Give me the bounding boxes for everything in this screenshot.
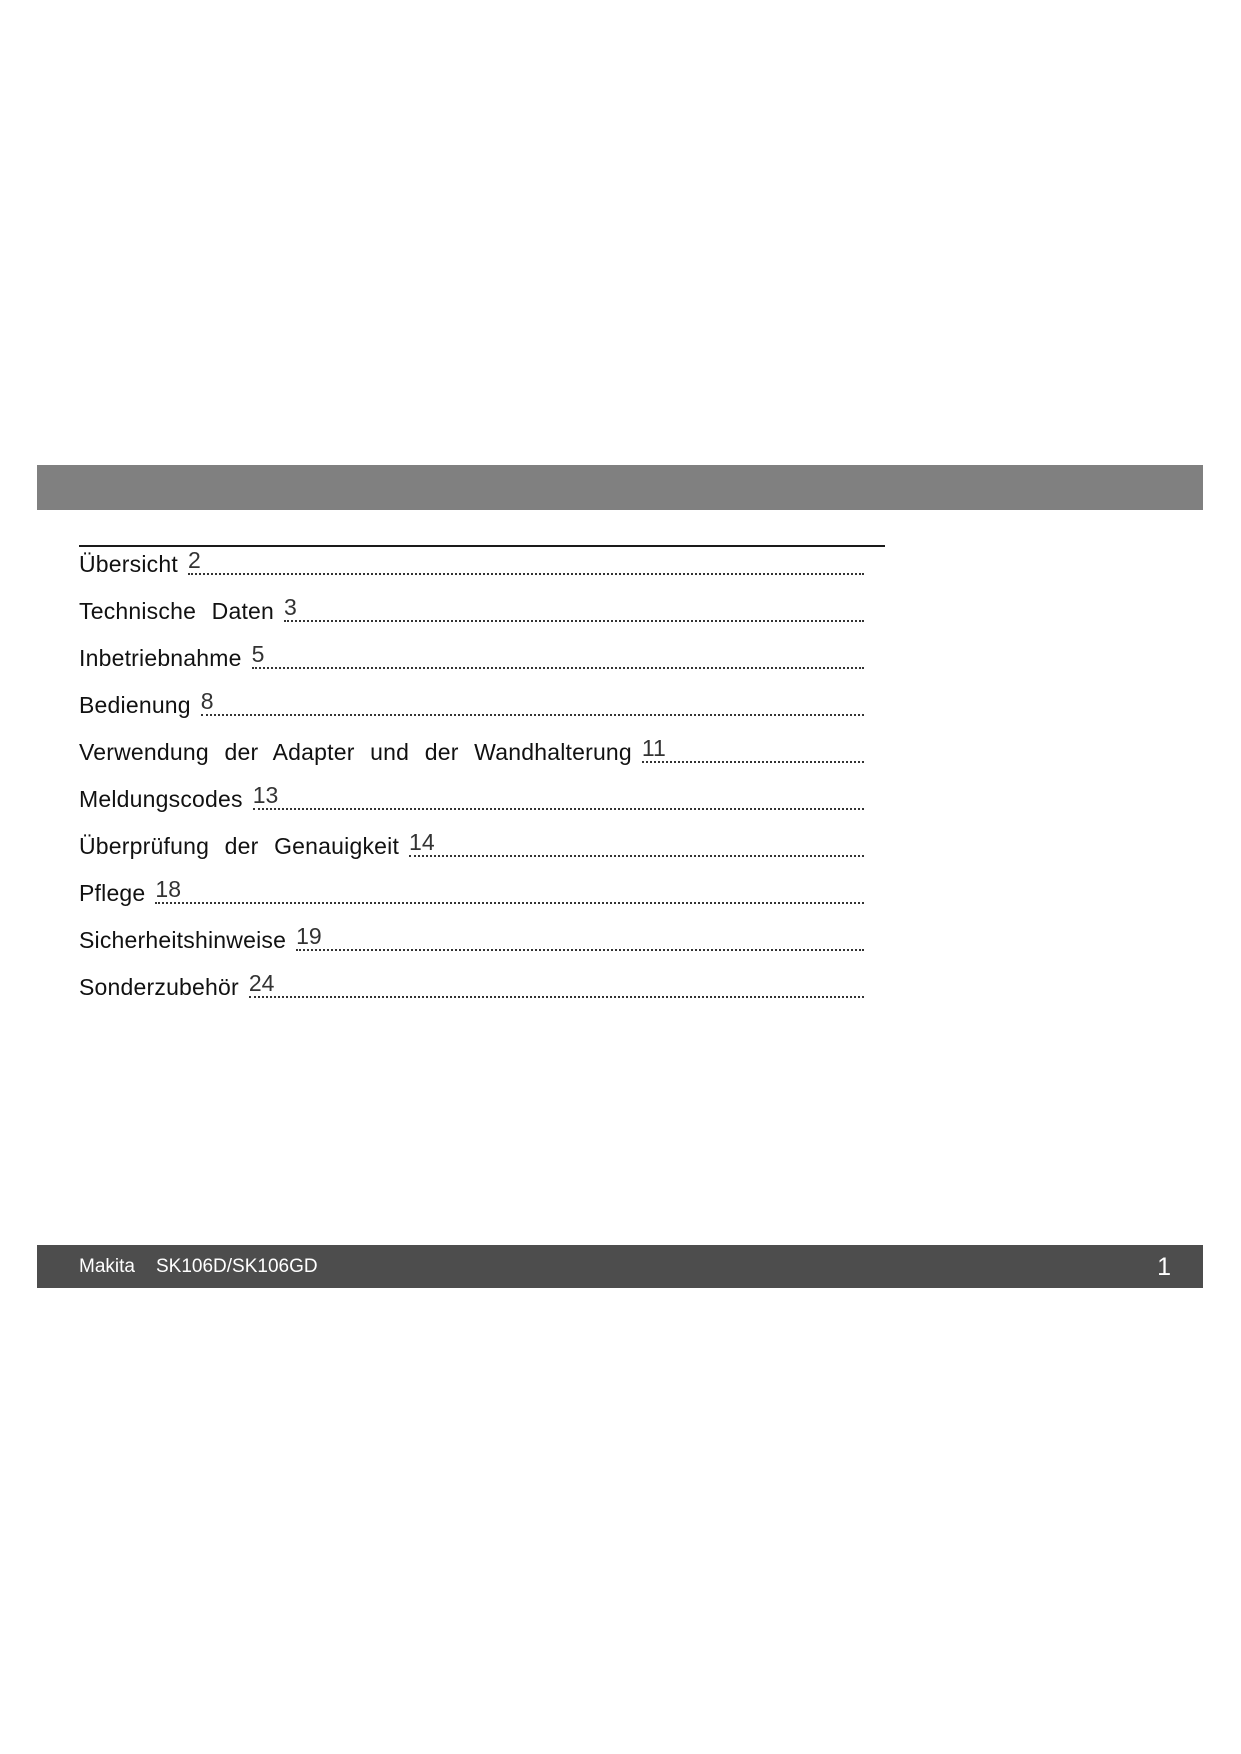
toc-entry[interactable]	[79, 718, 864, 765]
toc-entry-page: 11	[642, 735, 864, 763]
toc-entry-page: 14	[409, 829, 864, 857]
toc-entry-page: 2	[188, 547, 864, 575]
toc-entry[interactable]	[79, 671, 864, 718]
toc-entry-title: Meldungscodes	[79, 786, 243, 812]
toc-entry-page: 3	[284, 594, 864, 622]
footer-model: SK106D/SK106GD	[156, 1256, 318, 1277]
toc-entry-title: Überprüfung der Genauigkeit	[79, 833, 400, 859]
toc-entry[interactable]	[79, 906, 864, 953]
toc-entry-title: Technische Daten	[79, 598, 275, 624]
toc-entry[interactable]	[79, 577, 864, 624]
toc-entry[interactable]	[79, 859, 864, 906]
footer-brand: Makita	[79, 1256, 135, 1277]
toc-entry-title: Sicherheitshinweise	[79, 927, 287, 953]
header-band	[37, 465, 1203, 510]
toc-entry-page: 5	[252, 641, 864, 669]
toc-entry-page: 24	[249, 970, 864, 998]
toc-entry-title: Bedienung	[79, 692, 191, 718]
toc-entry[interactable]	[79, 812, 864, 859]
toc-entry-title: Inbetriebnahme	[79, 645, 242, 671]
toc-entry-page: 8	[201, 688, 864, 716]
table-of-contents	[79, 545, 885, 1000]
toc-entry-title: Verwendung der Adapter und der Wandhalterung	[79, 739, 632, 765]
toc-entry-title: Übersicht	[79, 551, 178, 577]
toc-list	[79, 547, 885, 1000]
page-number: 1	[1157, 1253, 1171, 1281]
toc-entry-title: Pflege	[79, 880, 146, 906]
footer-band	[37, 1245, 1203, 1288]
toc-entry-page: 18	[155, 876, 864, 904]
toc-entry[interactable]	[79, 624, 864, 671]
toc-entry[interactable]	[79, 953, 864, 1000]
toc-entry[interactable]	[79, 765, 864, 812]
toc-entry-page: 13	[253, 782, 864, 810]
toc-entry-page: 19	[296, 923, 864, 951]
toc-entry[interactable]	[79, 547, 864, 577]
toc-entry-title: Sonderzubehör	[79, 974, 239, 1000]
